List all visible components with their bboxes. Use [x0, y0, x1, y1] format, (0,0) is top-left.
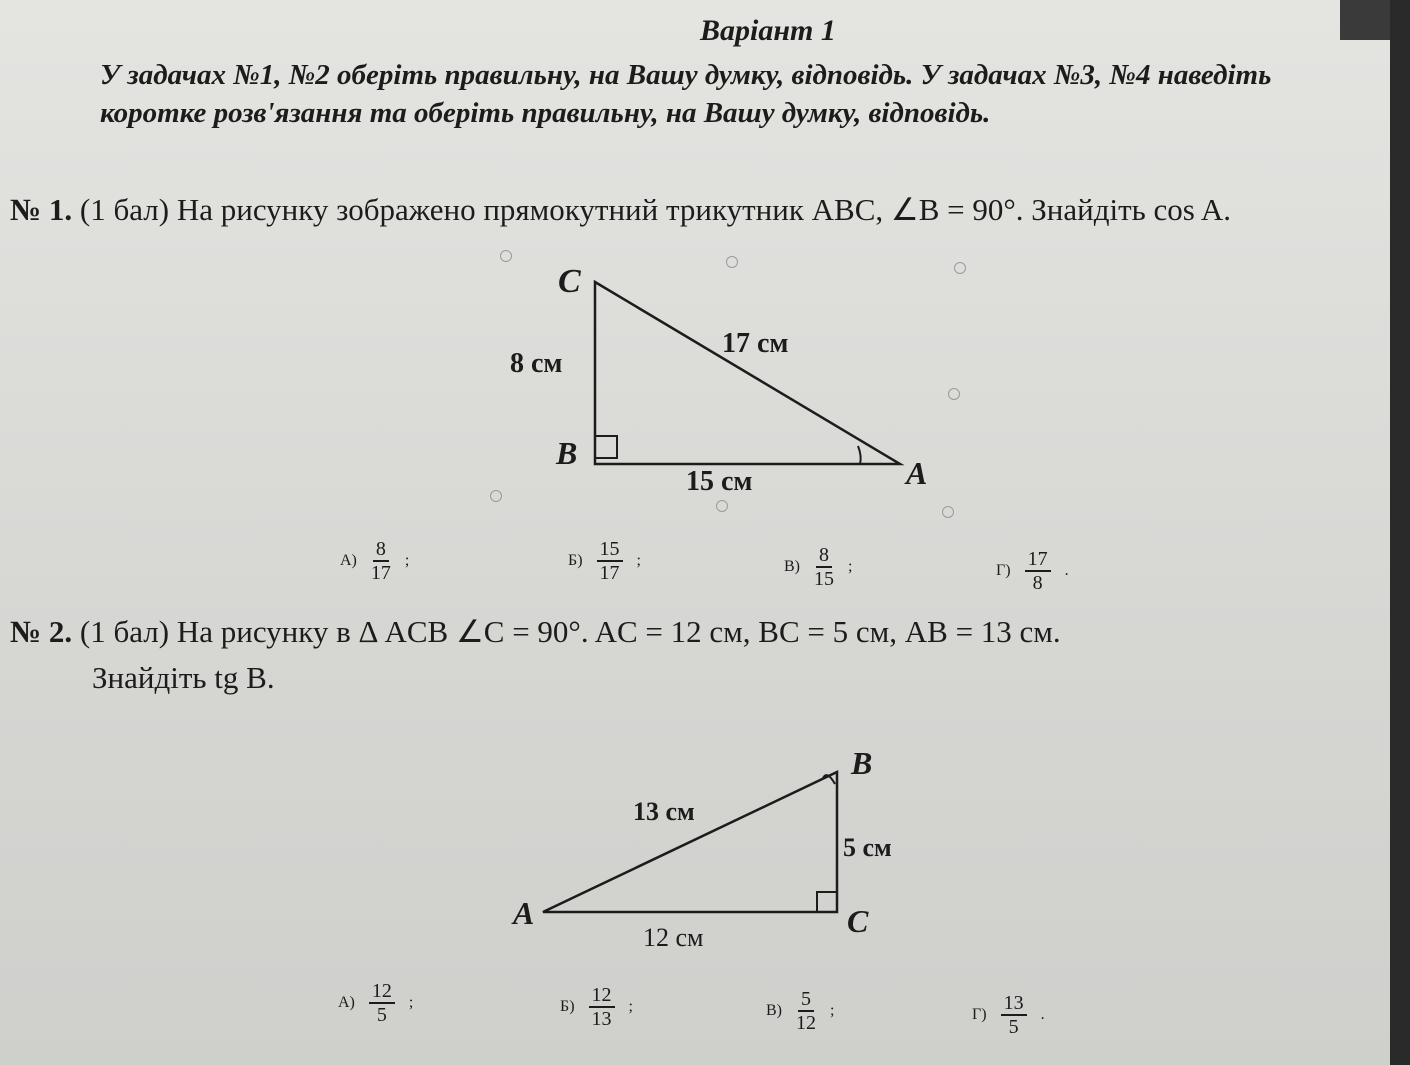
numerator: 17: [1025, 548, 1051, 572]
vertex-a-label: A: [906, 455, 928, 491]
answer-fraction: [1025, 548, 1051, 594]
denominator: 13: [591, 1008, 612, 1030]
answer-label: Б): [560, 998, 575, 1015]
variant-title: Варіант 1: [700, 14, 836, 47]
task1-statement: [10, 192, 1231, 228]
numerator: 5: [798, 988, 814, 1012]
selection-handle: [716, 500, 728, 512]
answer-fraction: [589, 984, 615, 1030]
denominator: 17: [370, 562, 391, 584]
task1-answer-d[interactable]: [996, 548, 1069, 594]
side-ba-label: 15 см: [686, 466, 753, 497]
answer-punct: .: [1040, 1006, 1045, 1023]
selection-handle: [942, 506, 954, 518]
vertex-b-label: B: [556, 435, 578, 471]
task1-triangle-figure: [490, 240, 970, 530]
selection-handle: [954, 262, 966, 274]
task2-answer-b[interactable]: [560, 984, 633, 1030]
denominator: 17: [599, 562, 620, 584]
answer-fraction: [796, 988, 816, 1034]
task2-triangle-figure: [505, 740, 925, 960]
side-ab-label: 13 см: [633, 797, 695, 826]
answer-fraction: [814, 544, 834, 590]
task2-statement: [10, 614, 1061, 650]
answer-fraction: [597, 538, 623, 584]
selection-handle: [726, 256, 738, 268]
answer-punct: .: [1064, 562, 1069, 579]
answer-fraction: [1001, 992, 1027, 1038]
numerator: 12: [369, 980, 395, 1004]
right-angle-marker-b: [595, 436, 617, 458]
task2-answer-c[interactable]: [766, 988, 834, 1034]
answer-punct: ;: [628, 998, 633, 1015]
answer-punct: ;: [848, 558, 853, 575]
answer-punct: ;: [408, 994, 414, 1011]
vertex-c-label: C: [847, 903, 869, 939]
answer-label: Б): [568, 552, 583, 569]
answer-fraction: [369, 980, 395, 1026]
task2-answer-a[interactable]: [338, 980, 413, 1026]
triangle-abc: [595, 282, 900, 464]
answer-fraction: [371, 538, 391, 584]
selection-handle: [948, 388, 960, 400]
answer-punct: ;: [404, 552, 410, 569]
selection-handle: [490, 490, 502, 502]
side-cb-label: 8 см: [510, 348, 563, 379]
denominator: 15: [814, 568, 834, 590]
task1-answer-c[interactable]: [784, 544, 852, 590]
vertex-a-label: A: [513, 895, 535, 931]
triangle-acb: [543, 772, 837, 912]
angle-arc-b: [823, 775, 835, 784]
task1-number: № 1.: [10, 192, 73, 227]
answer-label: А): [338, 994, 355, 1011]
numerator: 12: [589, 984, 615, 1008]
task2-answer-d[interactable]: [972, 992, 1045, 1038]
side-bc-label: 5 см: [843, 833, 892, 862]
instructions: У задачах №1, №2 оберіть правильну, на Вашу думку, відповідь. У задачах №3, №4 наведіть коротке розв'язання та оберіть правильну, на Вашу думку, відповідь.: [100, 59, 1272, 129]
numerator: 13: [1001, 992, 1027, 1016]
answer-label: В): [766, 1002, 782, 1019]
vertex-c-label: C: [558, 263, 581, 300]
task2-text: (1 бал) На рисунку в Δ ACB ∠C = 90°. AC = 12 см, BC = 5 см, AB = 13 см.: [79, 614, 1061, 649]
task1-text: (1 бал) На рисунку зображено прямокутний трикутник ABC, ∠B = 90°. Знайдіть cos A.: [79, 192, 1232, 227]
denominator: 5: [376, 1004, 387, 1026]
side-ca-label: 17 см: [722, 328, 789, 359]
answer-label: Г): [996, 562, 1011, 579]
task1-answer-b[interactable]: [568, 538, 641, 584]
task2-question: Знайдіть tg B.: [92, 660, 275, 695]
answer-label: Г): [972, 1006, 987, 1023]
denominator: 5: [1008, 1016, 1019, 1038]
numerator: 15: [597, 538, 623, 562]
answer-punct: ;: [830, 1002, 835, 1019]
denominator: 12: [796, 1012, 816, 1034]
answer-label: А): [340, 552, 357, 569]
angle-arc-a: [858, 446, 861, 464]
numerator: 8: [816, 544, 832, 568]
denominator: 8: [1032, 572, 1043, 594]
numerator: 8: [373, 538, 389, 562]
task2-number: № 2.: [10, 614, 73, 649]
answer-punct: ;: [636, 552, 641, 569]
selection-handle: [500, 250, 512, 262]
task1-answer-a[interactable]: [340, 538, 409, 584]
answer-label: В): [784, 558, 800, 575]
side-ac-label: 12 см: [643, 923, 704, 952]
right-angle-marker-c: [817, 892, 837, 912]
screen-edge: [1390, 0, 1410, 1065]
vertex-b-label: B: [851, 745, 873, 781]
